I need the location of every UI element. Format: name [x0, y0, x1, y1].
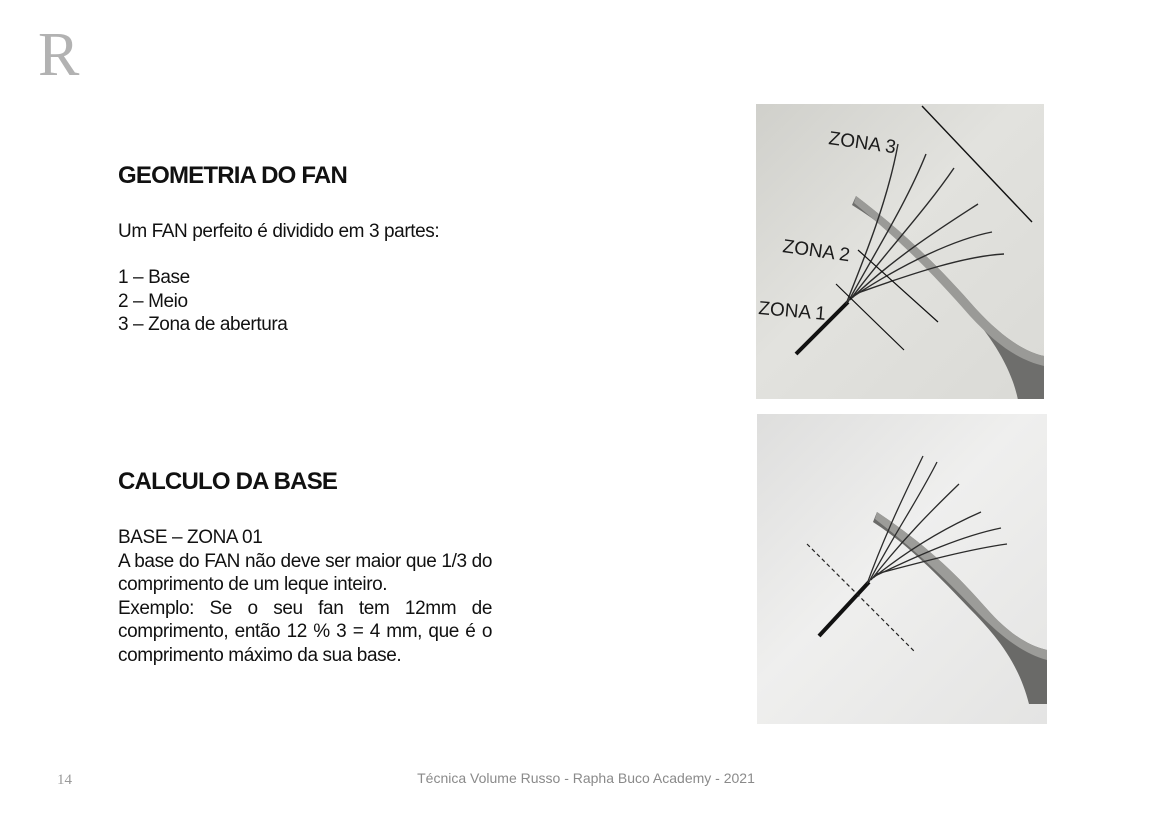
zone-3-label: ZONA 3 — [827, 128, 898, 159]
base-subtitle: BASE – ZONA 01 — [118, 527, 263, 548]
geometry-intro: Um FAN perfeito é dividido em 3 partes: — [118, 221, 440, 242]
base-rule-text: A base do FAN não deve ser maior que 1/3 do comprimento de um leque inteiro. — [118, 550, 492, 595]
geometry-title: GEOMETRIA DO FAN — [118, 162, 347, 189]
fan-part-base: 1 – Base — [118, 267, 190, 288]
fan-part-opening: 3 – Zona de abertura — [118, 314, 288, 335]
fan-zones-photo — [756, 104, 1044, 399]
base-explanation — [118, 526, 492, 667]
fan-base-illustration — [757, 414, 1047, 724]
base-title: CALCULO DA BASE — [118, 468, 338, 495]
brand-logo: R — [38, 21, 78, 89]
fan-parts-list — [118, 266, 287, 337]
page-number: 14 — [57, 772, 72, 788]
fan-part-middle: 2 – Meio — [118, 290, 188, 312]
base-example-text: Exemplo: Se o seu fan tem 12mm de comprimento, então 12 % 3 = 4 mm, que é o comprimento máximo da sua base. — [118, 597, 492, 666]
fan-zones-illustration — [756, 104, 1044, 399]
fan-base-photo — [757, 414, 1047, 724]
footer-text: Técnica Volume Russo - Rapha Buco Academy - 2021 — [417, 770, 755, 786]
zone-1-label: ZONA 1 — [757, 298, 827, 325]
zone-2-label: ZONA 2 — [781, 236, 852, 267]
